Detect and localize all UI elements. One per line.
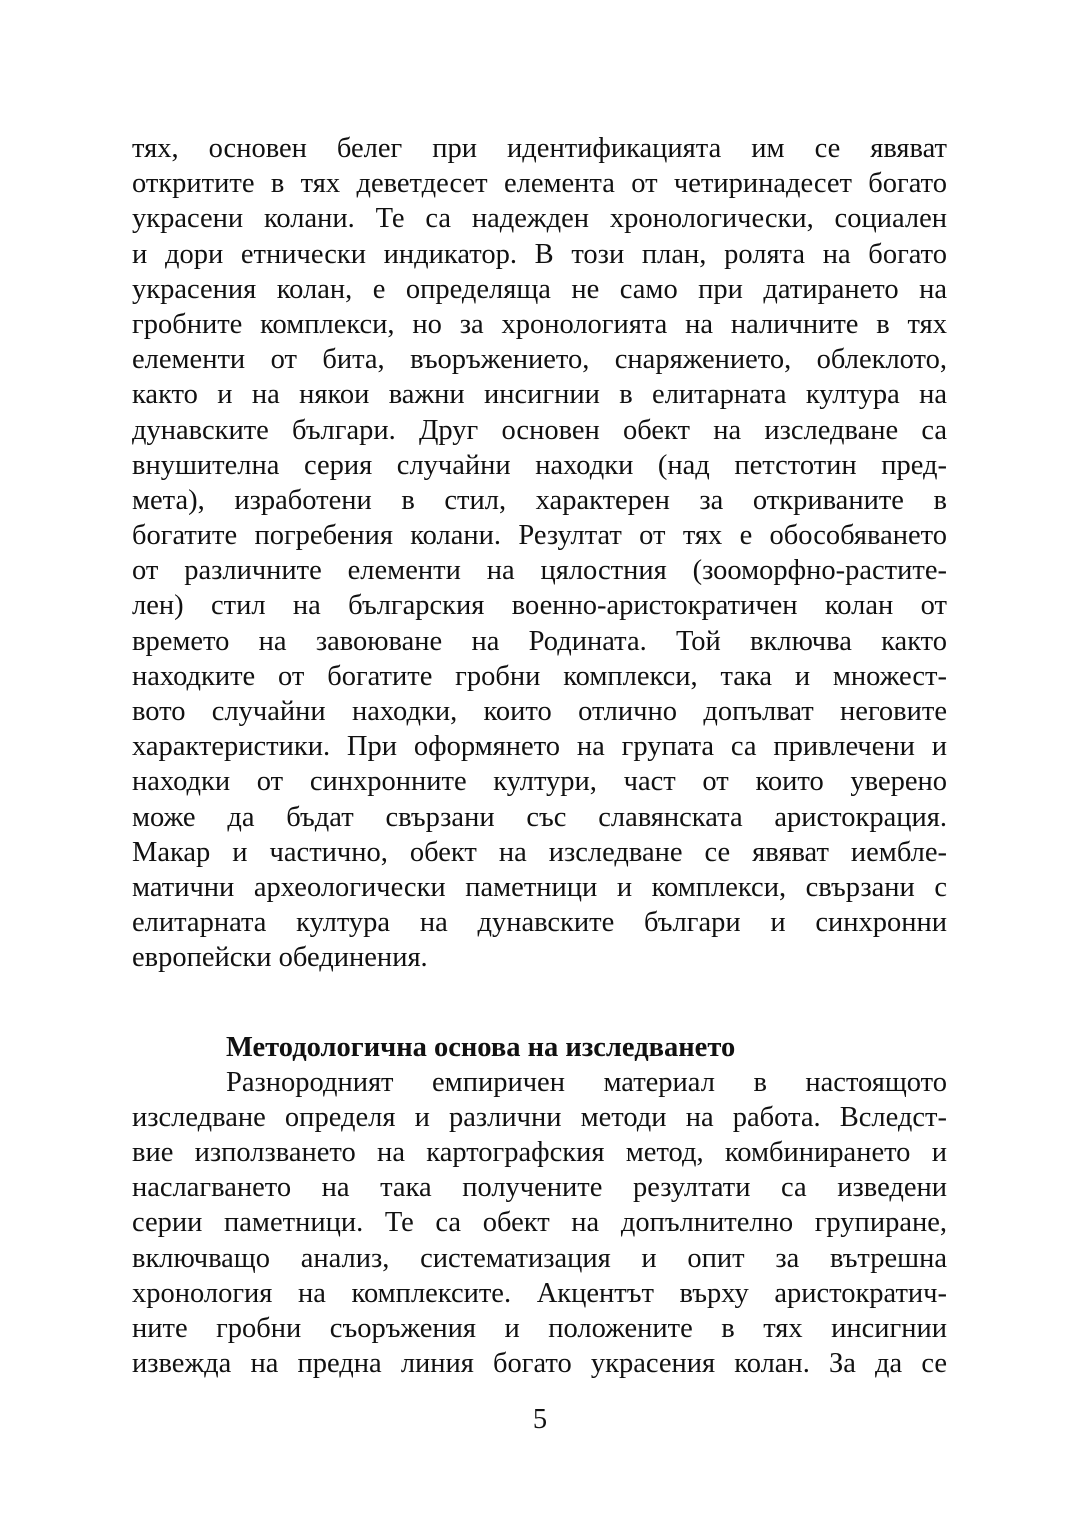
text-line: и дори етнически индикатор. В този план, ролята на богато [132, 238, 947, 270]
text-line: характеристики. При оформянето на групата са привлечени и [132, 731, 947, 763]
text-line: времето на завоюване на Родината. Той включва както [132, 625, 947, 657]
text-line: матични археологически паметници и комплекси, свързани с [132, 871, 947, 903]
text-line: вото случайни находки, които отлично допълват неговите [132, 696, 947, 727]
text-line: наслагването на така получените резултати са изведени [132, 1172, 947, 1204]
page-body [132, 131, 947, 1381]
text-line: лен) стил на българския военно-аристократичен колан от [132, 590, 947, 622]
section-gap [132, 976, 947, 1030]
text-line: изследване определя и различни методи на работа. Вследст- [132, 1101, 947, 1133]
text-line: Макар и частично, обект на изследване се явяват иембле- [132, 836, 947, 868]
text-line: богатите погребения колани. Резултат от тях е обособяването [132, 520, 947, 552]
text-line: елементи от бита, въоръжението, снаряжението, облеклото, [132, 344, 947, 376]
text-line: дунавските българи. Друг основен обект на изследване са [132, 414, 947, 446]
text-line: внушителна серия случайни находки (над петстотин пред- [132, 449, 947, 481]
text-line: находките от богатите гробни комплекси, така и множест- [132, 660, 947, 692]
text-line: европейски обединения. [132, 942, 428, 974]
text-line: извежда на предна линия богато украсения колан. За да се [132, 1348, 947, 1380]
page-number: 5 [532, 1404, 548, 1435]
text-line: елитарната култура на дунавските българи и синхронни [132, 907, 947, 939]
text-line: ните гробни съоръжения и положените в тях инсигнии [132, 1313, 947, 1344]
text-line: серии паметници. Те са обект на допълнително групиране, [132, 1207, 947, 1239]
text-line: тях, основен белег при идентификацията им се явяват [132, 133, 947, 164]
text-line: украсения колан, е определяща не само при датирането на [132, 273, 947, 305]
text-line: откритите в тях деветдесет елемента от четиринадесет богато [132, 168, 947, 200]
text-line: украсени колани. Те са надежден хронологически, социален [132, 203, 947, 235]
text-line: както и на някои важни инсигнии в елитарната култура на [132, 379, 947, 411]
text-line: хронология на комплексите. Акцентът върху аристократич- [132, 1277, 947, 1309]
text-line: находки от синхронните култури, част от които уверено [132, 766, 947, 798]
text-line: Разнородният емпиричен материал в настоящото [226, 1066, 947, 1098]
text-line: гробните комплекси, но за хронологията на наличните в тях [132, 308, 947, 340]
text-line: може да бъдат свързани със славянската аристокрация. [132, 801, 947, 833]
section-heading: Методологична основа на изследването [226, 1031, 736, 1063]
text-line: от различните елементи на цялостния (зооморфно-растите- [132, 555, 947, 587]
text-line: вие използването на картографския метод, комбинирането и [132, 1137, 947, 1169]
paragraph-2 [132, 1065, 947, 1382]
text-line: включващо анализ, систематизация и опит за вътрешна [132, 1242, 947, 1274]
paragraph-1 [132, 131, 947, 976]
text-line: мета), изработени в стил, характерен за откриваните в [132, 484, 947, 516]
